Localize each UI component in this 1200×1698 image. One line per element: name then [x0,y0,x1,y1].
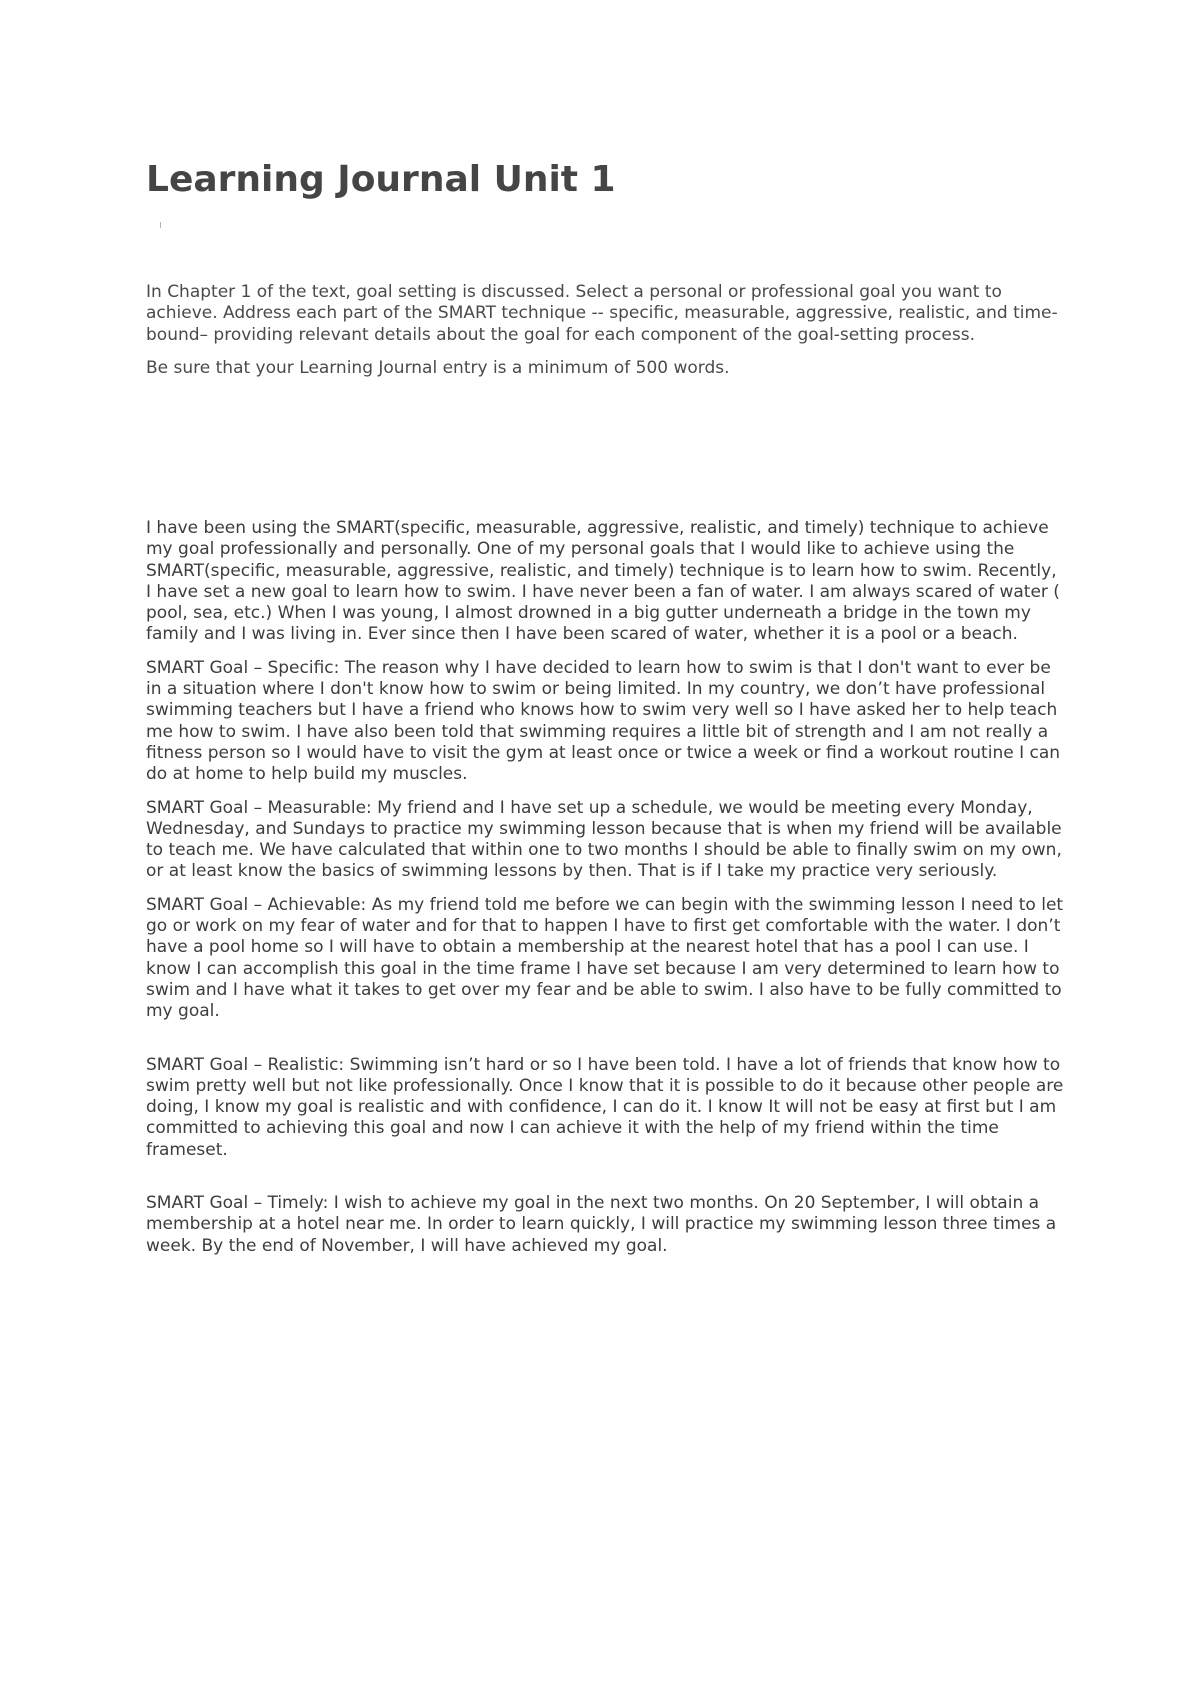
journal-entry [146,518,1066,1269]
entry-paragraph-achievable: SMART Goal – Achievable: As my friend told me before we can begin with the swimming lesson I need to let go or work on my fear of water and for that to happen I have to first get comfortable with the water. I don’t have a pool home so I will have to obtain a membership at the nearest hotel that has a pool I can use. I know I can accomplish this goal in the time frame I have set because I am very determined to learn how to swim and I have what it takes to get over my fear and be able to swim. I also have to be fully committed to my goal. [146,894,1064,1022]
entry-paragraph-intro: I have been using the SMART(specific, measurable, aggressive, realistic, and timely) technique to achieve my goal professionally and personally. One of my personal goals that I would like to achieve using the SMART(specific, measurable, aggressive, realistic, and timely) technique is to learn how to swim. Recently, I have set a new goal to learn how to swim. I have never been a fan of water. I am always scared of water ( pool, sea, etc.) When I was young, I almost drowned in a big gutter underneath a bridge in the town my family and I was living in. Ever since then I have been scared of water, whether it is a pool or a beach. [146,518,1060,645]
entry-paragraph-measurable: SMART Goal – Measurable: My friend and I have set up a schedule, we would be meeting every Monday, Wednesday, and Sundays to practice my swimming lesson because that is when my friend will be available to teach me. We have calculated that within one to two months I should be able to finally swim on my own, or at least know the basics of swimming lessons by then. That is if I take my practice very seriously. [146,797,1062,882]
document-title: Learning Journal Unit 1 [146,159,616,200]
entry-paragraph-timely: SMART Goal – Timely: I wish to achieve my goal in the next two months. On 20 September, I will obtain a membership at a hotel near me. In order to learn quickly, I will practice my swimming lesson three times a week. By the end of November, I will have achieved my goal. [146,1193,1057,1256]
assignment-prompt [146,282,1066,391]
prompt-paragraph: Be sure that your Learning Journal entry is a minimum of 500 words. [146,357,730,378]
prompt-paragraph: In Chapter 1 of the text, goal setting is discussed. Select a personal or professional goal you want to achieve. Address each part of the SMART technique -- specific, measurable, aggressive, realistic, and time-bound– providing relevant details about the goal for each component of the goal-setting process. [146,282,1058,345]
stray-mark [160,222,161,228]
entry-paragraph-realistic: SMART Goal – Realistic: Swimming isn’t hard or so I have been told. I have a lot of friends that know how to swim pretty well but not like professionally. Once I know that it is possible to do it because other people are doing, I know my goal is realistic and with confidence, I can do it. I know It will not be easy at first but I am committed to achieving this goal and now I can achieve it with the help of my friend within the time frameset. [146,1054,1064,1160]
entry-paragraph-specific: SMART Goal – Specific: The reason why I have decided to learn how to swim is that I don't want to ever be in a situation where I don't know how to swim or being limited. In my country, we don’t have professional swimming teachers but I have a friend who knows how to swim very well so I have asked her to help teach me how to swim. I have also been told that swimming requires a little bit of strength and I am not really a fitness person so I would have to visit the gym at least once or twice a week or find a workout routine I can do at home to help build my muscles. [146,657,1061,785]
document-page [146,0,1066,1698]
